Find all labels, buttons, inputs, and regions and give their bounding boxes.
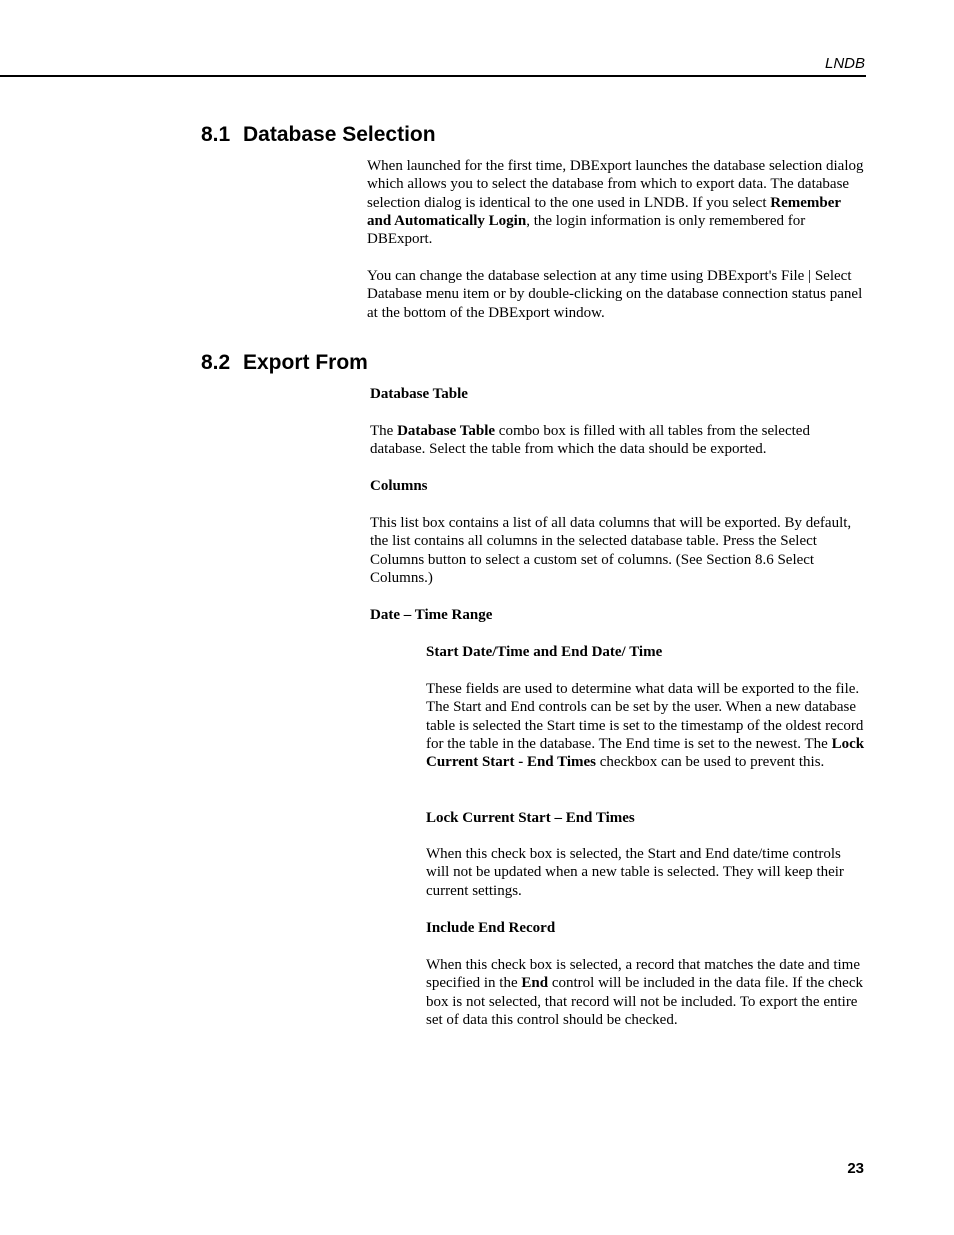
bold-text: End: [521, 975, 549, 992]
text-run: control will be included in the data file. If the check box is not selected, that record will not be included. To export the entire set of data this control should be checked.: [426, 975, 863, 1028]
section-8-1-paragraph-1: [367, 157, 867, 248]
text-run: , the login information is only remembered for DBExport.: [367, 212, 806, 248]
columns-paragraph: [370, 514, 867, 587]
paragraph-text: When this check box is selected, the Start and End date/time controls will not be updated when a new table is selected. They will keep their current settings.: [426, 846, 844, 899]
text-run: These fields are used to determine what data will be exported to the file. The Start and End controls can be set by the user. When a new database table is selected the Start time is set to the timestamp of the oldest record for the table in the database. The End time is set to the newest. The: [426, 681, 864, 752]
text-run: combo box is filled with all tables from the selected database. Select the table from which the data should be exported.: [370, 423, 810, 458]
section-8-1-paragraph-2: [367, 267, 867, 322]
section-8-2-heading: [201, 350, 368, 376]
lock-times-paragraph: [426, 845, 867, 900]
page-number: 23: [847, 1160, 864, 1177]
include-end-record-heading: Include End Record: [426, 920, 556, 936]
section-number: 8.2: [201, 351, 231, 374]
columns-heading: Columns: [370, 478, 428, 494]
header-rule: [0, 75, 866, 77]
section-number: 8.1: [201, 123, 231, 146]
database-table-paragraph: [370, 422, 867, 459]
text-run: checkbox can be used to prevent this.: [596, 754, 825, 771]
section-title: Database Selection: [243, 123, 436, 146]
database-table-heading: Database Table: [370, 386, 468, 402]
text-run: When this check box is selected, a record that matches the date and time specified in the: [426, 957, 860, 992]
bold-text: Database Table: [397, 423, 496, 439]
start-end-paragraph: [426, 680, 867, 771]
include-end-record-paragraph: [426, 956, 867, 1029]
running-header: LNDB: [824, 55, 865, 72]
section-8-1-heading: [201, 122, 436, 148]
section-title: Export From: [243, 351, 368, 374]
bold-text: Remember and Automatically Login: [367, 194, 841, 229]
lock-times-heading: Lock Current Start – End Times: [426, 810, 635, 826]
start-end-heading: Start Date/Time and End Date/ Time: [426, 644, 663, 660]
text-run: The: [370, 423, 398, 439]
bold-text: Lock Current Start - End Times: [426, 735, 865, 771]
paragraph-text: You can change the database selection at any time using DBExport's File | Select Database menu item or by double-clicking on the database connection status panel at the bottom of the DBExport window.: [367, 268, 863, 321]
paragraph-text: This list box contains a list of all data columns that will be exported. By default, the list contains all columns in the selected database table. Press the Select Columns button to select a custom set of columns. (See Section 8.6 Select Columns.): [370, 515, 852, 586]
date-time-range-heading: Date – Time Range: [370, 607, 493, 623]
text-run: When launched for the first time, DBExport launches the database selection dialog which allows you to select the database from which to export data. The database selection dialog is identical to the one used in LNDB. If you select: [367, 158, 864, 211]
